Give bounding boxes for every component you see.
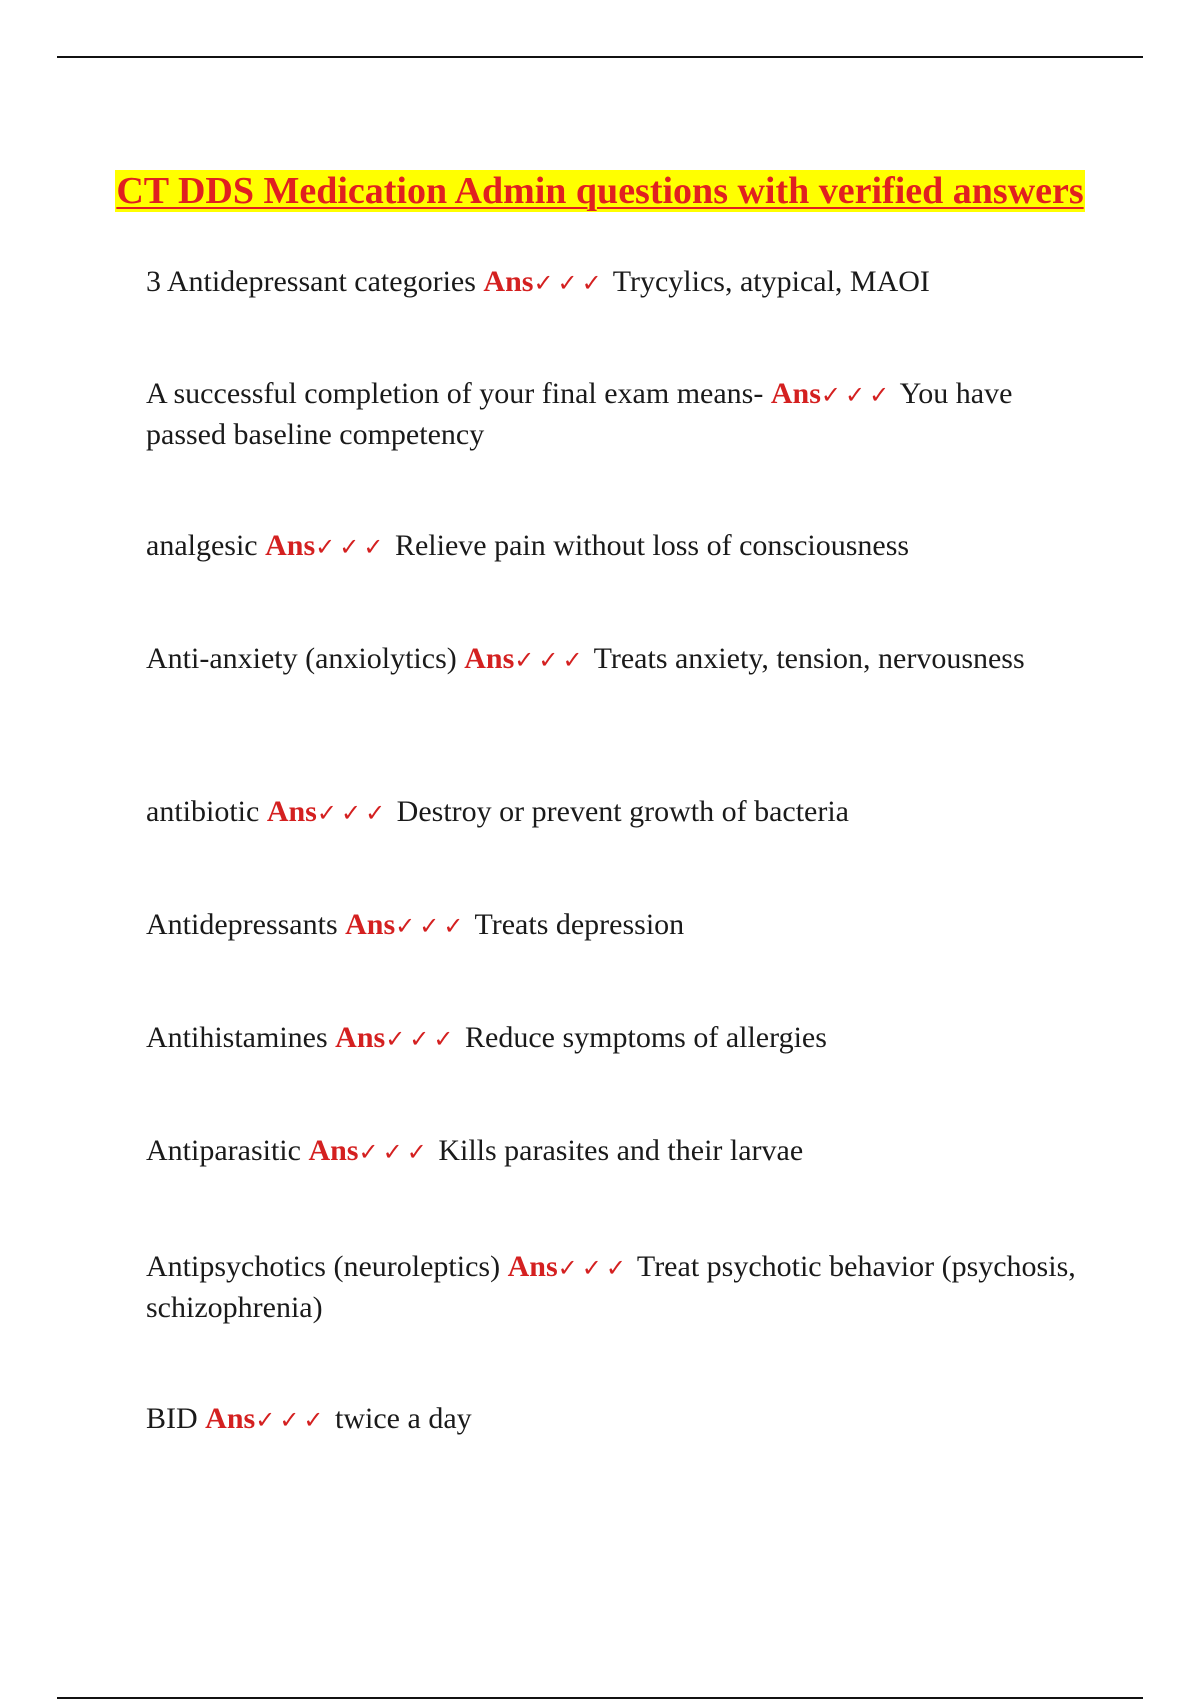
answer-text: twice a day bbox=[335, 1402, 472, 1435]
bottom-divider bbox=[57, 1697, 1143, 1699]
check-icon: ✓✓✓ bbox=[385, 1025, 458, 1053]
question-text: Antipsychotics (neuroleptics) bbox=[146, 1250, 501, 1283]
answer-marker: Ans bbox=[335, 1021, 386, 1054]
qa-item-6 bbox=[146, 905, 1096, 946]
question-text: Antidepressants bbox=[146, 908, 338, 941]
answer-text: Trycylics, atypical, MAOI bbox=[612, 265, 930, 298]
qa-item-5 bbox=[146, 792, 1096, 833]
qa-item-10 bbox=[146, 1399, 1096, 1440]
question-text: BID bbox=[146, 1402, 198, 1435]
answer-text: Treats depression bbox=[474, 908, 685, 941]
answer-text: You have passed baseline competency bbox=[146, 377, 1013, 451]
qa-item-7 bbox=[146, 1018, 1096, 1059]
qa-item-8 bbox=[146, 1131, 1096, 1172]
question-text: Antihistamines bbox=[146, 1021, 328, 1054]
check-icon: ✓✓✓ bbox=[315, 533, 388, 561]
page-title bbox=[100, 165, 1100, 217]
page-title-text: CT DDS Medication Admin questions with verified answers bbox=[116, 170, 1084, 213]
answer-marker: Ans bbox=[266, 795, 317, 828]
check-icon: ✓✓✓ bbox=[533, 269, 606, 297]
qa-item-1 bbox=[146, 262, 1096, 303]
question-text: A successful completion of your final exam means- bbox=[146, 377, 764, 410]
check-icon: ✓✓✓ bbox=[820, 381, 894, 409]
answer-marker: Ans bbox=[507, 1250, 558, 1283]
answer-text: Destroy or prevent growth of bacteria bbox=[396, 795, 850, 828]
qa-item-3 bbox=[146, 526, 1096, 567]
answer-marker: Ans bbox=[308, 1134, 359, 1167]
qa-item-9 bbox=[146, 1247, 1096, 1328]
question-text: antibiotic bbox=[146, 795, 260, 828]
answer-text: Reduce symptoms of allergies bbox=[465, 1021, 827, 1054]
question-text: 3 Antidepressant categories bbox=[146, 265, 476, 298]
check-icon: ✓✓✓ bbox=[316, 799, 390, 827]
check-icon: ✓✓✓ bbox=[557, 1254, 630, 1282]
answer-text: Treat psychotic behavior (psychosis, schizophrenia) bbox=[146, 1250, 1076, 1324]
answer-marker: Ans bbox=[464, 642, 515, 675]
answer-marker: Ans bbox=[345, 908, 396, 941]
question-text: Anti-anxiety (anxiolytics) bbox=[146, 642, 457, 675]
answer-text: Kills parasites and their larvae bbox=[438, 1134, 804, 1167]
answer-marker: Ans bbox=[483, 265, 534, 298]
check-icon: ✓✓✓ bbox=[255, 1406, 328, 1434]
qa-item-2 bbox=[146, 374, 1096, 455]
check-icon: ✓✓✓ bbox=[395, 912, 468, 940]
check-icon: ✓✓✓ bbox=[358, 1138, 431, 1166]
answer-marker: Ans bbox=[265, 529, 316, 562]
qa-item-4 bbox=[146, 639, 1096, 680]
answer-text: Relieve pain without loss of consciousness bbox=[394, 529, 910, 562]
question-text: analgesic bbox=[146, 529, 258, 562]
check-icon: ✓✓✓ bbox=[514, 646, 587, 674]
top-divider bbox=[57, 56, 1143, 58]
answer-marker: Ans bbox=[205, 1402, 256, 1435]
answer-text: Treats anxiety, tension, nervousness bbox=[593, 642, 1025, 675]
question-text: Antiparasitic bbox=[146, 1134, 301, 1167]
answer-marker: Ans bbox=[770, 377, 821, 410]
